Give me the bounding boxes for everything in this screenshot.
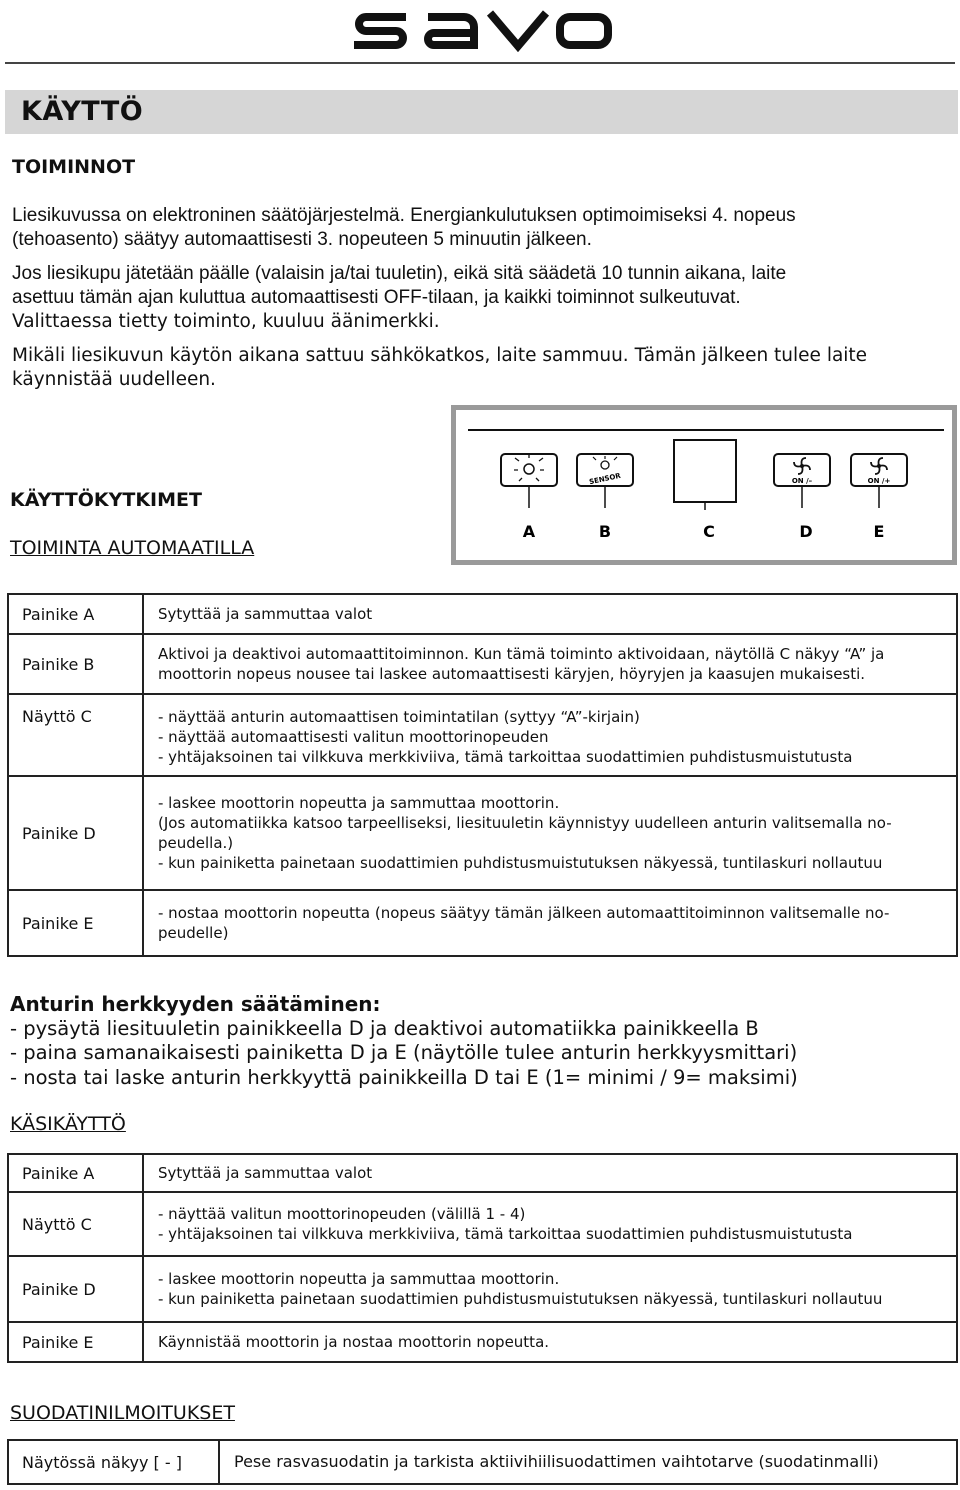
sensor-label: SENSOR: [588, 471, 622, 487]
kayttokytkimet-heading: KÄYTTÖKYTKIMET: [10, 489, 202, 511]
table-row: [8, 1322, 957, 1362]
header-rule: [5, 62, 955, 64]
row-value: Sytyttää ja sammuttaa valot: [143, 594, 957, 634]
control-panel-diagram: [451, 405, 957, 565]
row-value: Käynnistää moottorin ja nostaa moottorin nopeutta.: [143, 1322, 957, 1362]
row-key: Näytössä näkyy [ - ]: [8, 1440, 219, 1484]
paragraph-beep: Valittaessa tietty toiminto, kuuluu äänimerkki.: [12, 311, 440, 332]
filters-heading: SUODATINILMOITUKSET: [10, 1402, 235, 1424]
row-value: - laskee moottorin nopeutta ja sammuttaa moottorin. (Jos automatiikka katsoo tarpeelliseksi, liesituuletin käynnistyy uudelleen anturin valitsemalla no- peudella.) - kun painiketta painetaan suodattimien puhdistusmuistutuksen näkyessä, tuntilaskuri nollautuu: [143, 776, 957, 890]
row-value: - nostaa moottorin nopeutta (nopeus säätyy tämän jälkeen automaattitoiminnon valitsemalle no- peudelle): [143, 890, 957, 956]
panel-label-d: D: [799, 522, 813, 541]
button-b-sensor: [577, 454, 633, 508]
row-key: Painike A: [8, 1154, 143, 1192]
table-row: [8, 594, 957, 634]
row-key: Näyttö C: [8, 1192, 143, 1256]
table-row: [8, 1154, 957, 1192]
row-key: Painike D: [8, 1256, 143, 1322]
table-row: [8, 1256, 957, 1322]
filters-table: [7, 1439, 958, 1485]
row-key: Painike E: [8, 890, 143, 956]
toiminnot-heading: TOIMINNOT: [12, 156, 136, 178]
row-value: - näyttää valitun moottorinopeuden (välillä 1 - 4) - yhtäjaksoinen tai vilkkuva merkkiviiva, tämä tarkoittaa suodattimien puhdistusmuistutusta: [143, 1192, 957, 1256]
sensitivity-heading: Anturin herkkyyden säätäminen:: [10, 992, 381, 1016]
row-value: - näyttää anturin automaattisen toimintatilan (syttyy “A”-kirjain) - näyttää automaattisesti valitun moottorinopeuden - yhtäjaksoinen tai vilkkuva merkkiviiva, tämä tarkoittaa suodattimien puhdistusmuistutusta: [143, 694, 957, 776]
table-row: [8, 890, 957, 956]
row-value: Sytyttää ja sammuttaa valot: [143, 1154, 957, 1192]
sensitivity-section: [10, 992, 950, 1090]
auto-table: [7, 593, 958, 957]
paragraph-power-failure: Mikäli liesikuvun käytön aikana sattuu sähkökatkos, laite sammuu. Tämän jälkeen tulee laite käynnistää uudelleen.: [12, 345, 868, 390]
row-value: - laskee moottorin nopeutta ja sammuttaa moottorin. - kun painiketta painetaan suodattimien puhdistusmuistutuksen näkyessä, tuntilaskuri nollautuu: [143, 1256, 957, 1322]
table-row: [8, 634, 957, 694]
section-title-band: [5, 90, 958, 134]
panel-label-a: A: [522, 522, 536, 541]
on-minus-label: ON /–: [791, 477, 813, 485]
panel-label-b: B: [598, 522, 612, 541]
row-key: Painike B: [8, 634, 143, 694]
table-row: [8, 694, 957, 776]
table-row: [8, 776, 957, 890]
display-c: [674, 440, 736, 510]
manual-heading: KÄSIKÄYTTÖ: [10, 1113, 126, 1135]
savo-logo: [352, 8, 614, 52]
panel-label-e: E: [873, 522, 885, 541]
button-e-fan-plus: [851, 454, 907, 508]
row-key: Painike D: [8, 776, 143, 890]
paragraph-energy: Liesikuvussa on elektroninen säätöjärjestelmä. Energiankulutuksen optimoimiseksi 4. nopeus (tehoasento) säätyy automaattisesti 3. nopeuteen 5 minuutin jälkeen.: [12, 205, 796, 250]
row-value: Aktivoi ja deaktivoi automaattitoiminnon. Kun tämä toiminto aktivoidaan, näytöllä C näkyy “A” ja moottorin nopeus nousee tai laskee automaattisesti käryjen, höyryjen ja kaasujen mukaisesti.: [143, 634, 957, 694]
auto-heading: TOIMINTA AUTOMAATILLA: [10, 537, 255, 559]
on-plus-label: ON /+: [867, 477, 891, 485]
sensitivity-step: - pysäytä liesituuletin painikkeella D ja deaktivoi automatiikka painikkeella B: [10, 1016, 759, 1040]
manual-table: [7, 1153, 958, 1363]
row-key: Painike E: [8, 1322, 143, 1362]
row-key: Näyttö C: [8, 694, 143, 776]
section-title: KÄYTTÖ: [21, 96, 144, 127]
row-key: Painike A: [8, 594, 143, 634]
table-row: [8, 1440, 957, 1484]
button-a-light: [501, 454, 557, 508]
table-row: [8, 1192, 957, 1256]
row-value: Pese rasvasuodatin ja tarkista aktiivihiilisuodattimen vaihtotarve (suodatinmalli): [219, 1440, 957, 1484]
button-d-fan-minus: [774, 454, 830, 508]
sensitivity-step: - nosta tai laske anturin herkkyyttä painikkeilla D tai E (1= minimi / 9= maksimi): [10, 1065, 798, 1089]
sensitivity-step: - paina samanaikaisesti painiketta D ja E (näytölle tulee anturin herkkyysmittari): [10, 1041, 798, 1064]
panel-label-c: C: [703, 522, 715, 541]
paragraph-auto-off: Jos liesikupu jätetään päälle (valaisin ja/tai tuuletin), eikä sitä säädetä 10 tunnin aikana, laite asettuu tämän ajan kuluttua automaattisesti OFF-tilaan, ja kaikki toiminnot sulkeutuvat.: [12, 263, 787, 308]
